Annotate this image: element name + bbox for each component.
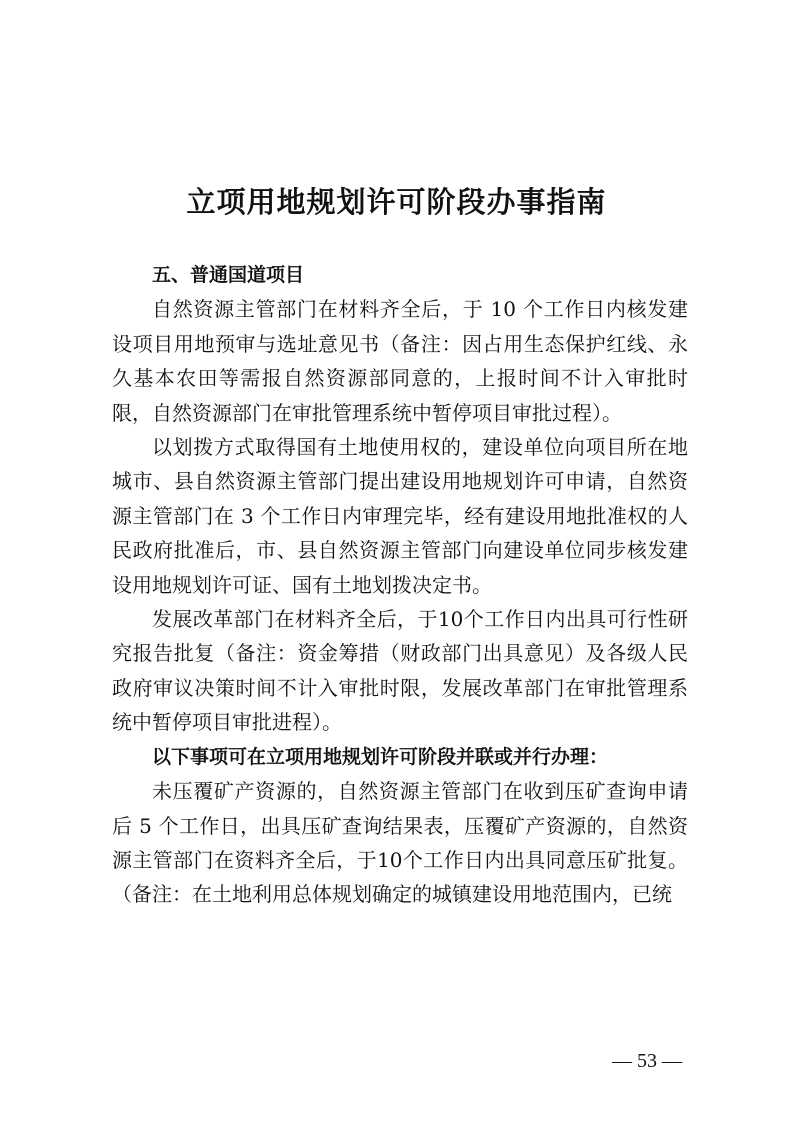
section-heading: 五、普通国道项目	[152, 264, 305, 286]
paragraph: 自然资源主管部门在材料齐全后，于 10 个工作日内核发建设项目用地预审与选址意见书（备注：因占用生态保护红线、永久基本农田等需报自然资源部同意的，上报时间不计入审批时限，自然资源部门在审批管理系统中暂停项目审批过程）。	[112, 297, 688, 425]
document-title: 立项用地规划许可阶段办事指南	[186, 185, 607, 219]
page-number: — 53 —	[612, 1050, 682, 1072]
section-heading: 以下事项可在立项用地规划许可阶段并联或并行办理：	[152, 745, 609, 768]
paragraph: 未压覆矿产资源的，自然资源主管部门在收到压矿查询申请后 5 个工作日，出具压矿查询结果表，压覆矿产资源的，自然资源主管部门在资料齐全后，于10个工作日内出具同意压矿批复。（备注：在土地利用总体规划确定的城镇建设用地范围内，已统	[112, 779, 688, 907]
paragraph: 发展改革部门在材料齐全后，于10个工作日内出具可行性研究报告批复（备注：资金筹措（财政部门出具意见）及各级人民政府审议决策时间不计入审批时限，发展改革部门在审批管理系统中暂停项目审批进程）。	[112, 607, 688, 735]
document-body	[112, 258, 688, 912]
paragraph: 以划拨方式取得国有土地使用权的，建设单位向项目所在地城市、县自然资源主管部门提出建设用地规划许可申请，自然资源主管部门在 3 个工作日内审理完毕，经有建设用地批准权的人民政府批准后，市、县自然资源主管部门向建设单位同步核发建设用地规划许可证、国有土地划拨决定书。	[112, 435, 688, 597]
